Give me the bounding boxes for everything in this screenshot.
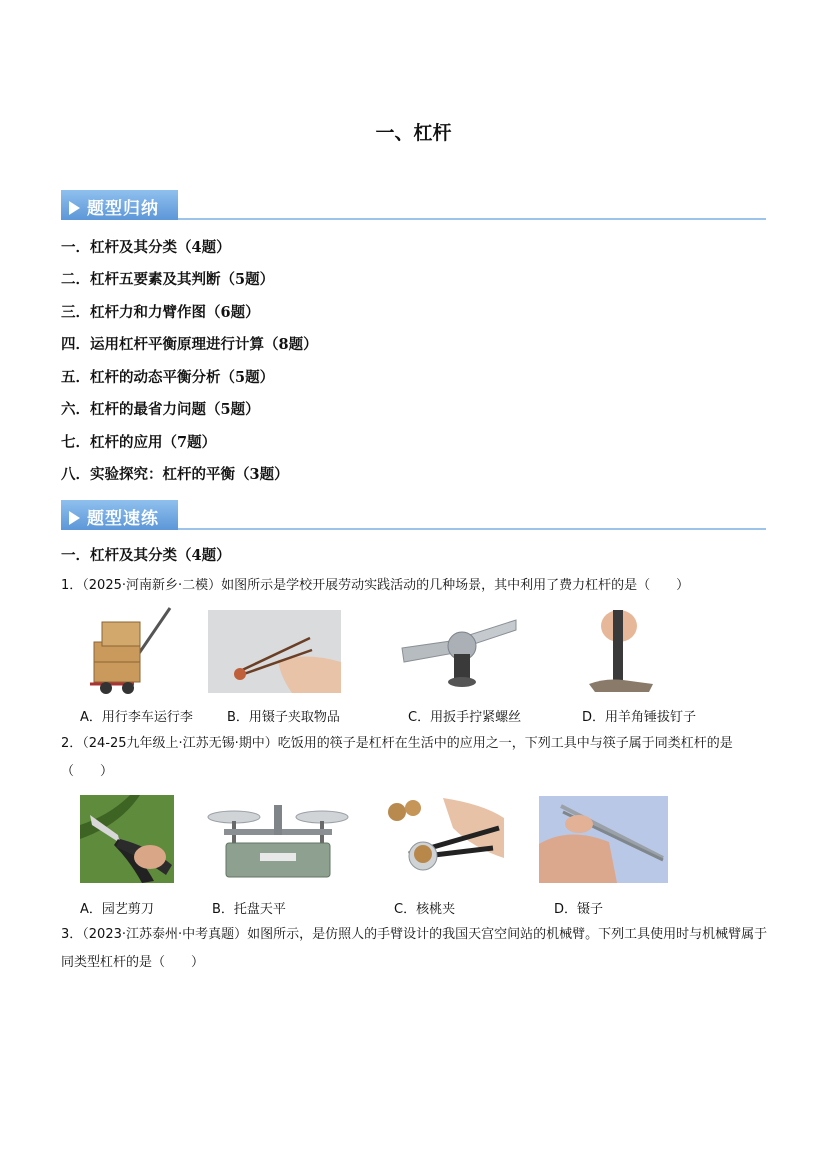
toc-item-1: 一．杠杆及其分类（4题）	[61, 239, 231, 256]
practice-heading: 一．杠杆及其分类（4题）	[61, 547, 231, 564]
toc-item-7: 七．杠杆的应用（7题）	[61, 434, 217, 451]
question-1-option-b: B．用镊子夹取物品	[227, 710, 340, 725]
question-3-text: 3．（2023·江苏泰州·中考真题）如图所示，是仿照人的手臂设计的我国天宫空间站的机械臂。下列工具使用时与机械臂属于同类型杠杆的是（ ）	[61, 927, 768, 970]
toc-item-2: 二．杠杆五要素及其判断（5题）	[61, 271, 275, 288]
tweezers-grip-image	[208, 610, 341, 693]
question-1-option-d: D．用羊角锤拔钉子	[582, 710, 697, 725]
banner-label: 题型归纳	[87, 199, 159, 219]
question-1-text: 1．（2025·河南新乡·二模）如图所示是学校开展劳动实践活动的几种场景，其中利用了费力杠杆的是（ ）	[61, 578, 690, 593]
toc-item-3: 三．杠杆力和力臂作图（6题）	[61, 304, 260, 321]
toc-item-4: 四．运用杠杆平衡原理进行计算（8题）	[61, 336, 318, 353]
toc-item-8: 八．实验探究：杠杆的平衡（3题）	[61, 466, 289, 483]
nutcracker-image	[383, 798, 504, 878]
question-2-option-a: A．园艺剪刀	[80, 902, 154, 917]
arrow-right-icon	[69, 201, 80, 215]
luggage-cart-image	[84, 604, 176, 696]
question-2-option-d: D．镊子	[554, 902, 604, 917]
wrench-image	[398, 612, 518, 694]
claw-hammer-image	[585, 604, 657, 696]
balance-scale-image	[204, 795, 352, 883]
section-banner-practice	[61, 500, 766, 532]
question-1-option-a: A．用行李车运行李	[80, 710, 193, 725]
page-title: 一、杠杆	[375, 122, 452, 144]
question-2-option-c: C．核桃夹	[394, 902, 456, 917]
banner-label: 题型速练	[87, 509, 159, 529]
section-banner-summary	[61, 190, 766, 222]
question-1-option-c: C．用扳手拧紧螺丝	[408, 710, 522, 725]
garden-shears-image	[80, 795, 174, 883]
question-2-option-b: B．托盘天平	[212, 902, 286, 917]
toc-item-5: 五．杠杆的动态平衡分析（5题）	[61, 369, 275, 386]
arrow-right-icon	[69, 511, 80, 525]
question-2-text: 2．（24-25九年级上·江苏无锡·期中）吃饭用的筷子是杠杆在生活中的应用之一，下列工具中与筷子属于同类杠杆的是（ ）	[61, 736, 733, 779]
toc-item-6: 六．杠杆的最省力问题（5题）	[61, 401, 260, 418]
tweezers-image	[539, 796, 668, 883]
